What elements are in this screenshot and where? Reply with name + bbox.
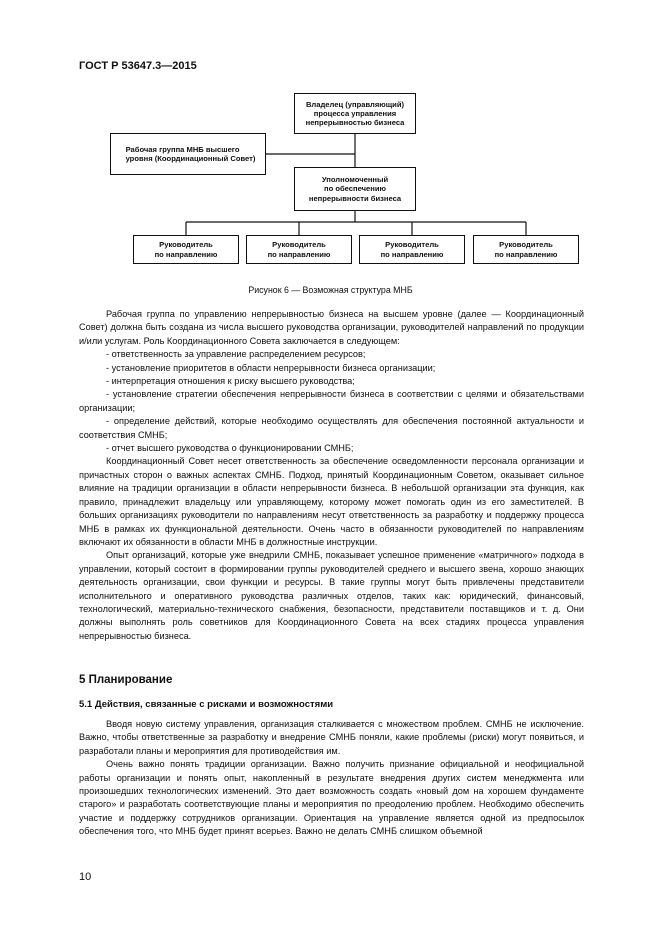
list-item-resources: - ответственность за управление распределением ресурсов; bbox=[106, 349, 366, 360]
document-header: ГОСТ Р 53647.3—2015 bbox=[79, 60, 197, 72]
figure-caption: Рисунок 6 — Возможная структура МНБ bbox=[248, 285, 413, 295]
list-item-report: - отчет высшего руководства о функционировании СМНБ; bbox=[106, 443, 354, 454]
list-item-actions: - определение действий, которые необходимо осуществлять для обеспечения постоянной актуальности и соответствия СМНБ; bbox=[79, 416, 584, 440]
list-item-priorities: - установление приоритетов в области непрерывности бизнеса организации; bbox=[106, 362, 436, 373]
authorized-box-line1: Уполномоченный bbox=[321, 175, 389, 185]
list-item-risk-attitude: - интерпретация отношения к риску высшего руководства; bbox=[106, 376, 355, 387]
paragraph-new-system: Вводя новую систему управления, организация сталкивается с множеством проблем. СМНБ не исключение. Важно, чтобы ответственные за разработку и внедрение СМНБ поняли, какие проблемы (риски) могут появиться, и разработали планы и мероприятия для противодействия им. bbox=[79, 719, 584, 756]
council-box-line1: Рабочая группа МНБ высшего bbox=[125, 144, 240, 154]
owner-box-line2: процесса управления bbox=[313, 108, 397, 118]
authorized-box-line2: по обеспечению bbox=[323, 184, 386, 194]
paragraph-matrix-approach: Опыт организаций, которые уже внедрили СМНБ, показывает успешное применение «матричного» подхода в управлении, который состоит в формировании группы руководителей среднего и высшего звена, хорошо знающих деятельность организации, свои функции и ресурсы. В такие группы могут быть привлечены представители исполнительного и оперативного руководства различных отделов, таких как: юридический, финансовый, технологический, материально-технического снабжения, безопасности, представители поставщиков и т. д. Они должны выполнять роль советников для Координационного Совета на всех стадиях процесса управления непрерывностью бизнеса. bbox=[79, 550, 584, 641]
direction-head-box-2 bbox=[246, 235, 352, 264]
owner-box bbox=[294, 93, 416, 134]
direction-head-1-line2: по направлению bbox=[154, 249, 218, 259]
direction-head-3-line1: Руководитель bbox=[385, 240, 439, 250]
authorized-box-line3: непрерывности бизнеса bbox=[308, 193, 402, 203]
list-item-strategy: - установление стратегии обеспечения непрерывности бизнеса в соответствии с целями и обязательствами организации; bbox=[79, 389, 584, 413]
owner-box-line3: непрерывностью бизнеса bbox=[305, 118, 405, 128]
direction-head-box-1 bbox=[133, 235, 239, 264]
direction-head-4-line1: Руководитель bbox=[499, 240, 553, 250]
body-text-block-1 bbox=[79, 308, 584, 643]
direction-head-2-line1: Руководитель bbox=[272, 240, 326, 250]
paragraph-council-intro: Рабочая группа по управлению непрерывностью бизнеса на высшем уровне (далее — Координационный Совет) должна быть создана из числа высшего руководства организации, руководителей направлений по продукции и/или услугам. Роль Координационного Совета заключается в следующем: bbox=[79, 309, 584, 346]
coordination-council-box bbox=[110, 133, 266, 175]
paragraph-traditions: Очень важно понять традиции организации. Важно получить признание официальной и неофициальной работы организации и понять опыт, накопленный в результате внедрения других систем менеджмента или произошедших технологических изменений. Это дает возможность создать «новый дом на хорошем фундаменте старого» и разработать соответствующие планы и мероприятия по преодолению проблем. Необходимо обеспечить участие и поддержку сотрудников организации. Ориентация на управление является одной из предпосылок обеспечения того, что МНБ будет принят всерьез. Важно не делать СМНБ слишком объемной bbox=[79, 759, 584, 837]
council-box-line2: уровня (Координационный Совет) bbox=[125, 154, 256, 163]
direction-head-2-line2: по направлению bbox=[267, 249, 331, 259]
direction-head-4-line2: по направлению bbox=[494, 249, 558, 259]
body-text-block-2 bbox=[79, 718, 584, 839]
page-number: 10 bbox=[79, 871, 92, 883]
paragraph-council-responsibility: Координационный Совет несет ответственность за обеспечение осведомленности персонала организации и причастных сторон о важных аспектах СМНБ. Подход, принятый Координационным Советом, оказывает сильное влияние на традиции организации в области непрерывности бизнеса. В небольшой организации эта функция, как правило, принадлежит владельцу или управляющему, которому может помогать один из его заместителей. В больших организациях руководители по направлениям несут ответственность за разработку и поддержку процесса МНБ в рамках их функциональной деятельности. Очень часто в обязанности руководителей по направлениям включают их обязанности в области МНБ в должностные инструкции. bbox=[79, 456, 584, 547]
direction-head-3-line2: по направлению bbox=[380, 249, 444, 259]
direction-head-1-line1: Руководитель bbox=[159, 240, 213, 250]
section-5-title: 5 Планирование bbox=[79, 674, 173, 686]
section-5-1-title: 5.1 Действия, связанные с рисками и возможностями bbox=[79, 699, 334, 710]
direction-head-box-4 bbox=[473, 235, 579, 264]
direction-head-box-3 bbox=[359, 235, 465, 264]
authorized-person-box bbox=[294, 167, 416, 211]
owner-box-line1: Владелец (управляющий) bbox=[305, 99, 405, 109]
mnb-structure-diagram bbox=[0, 0, 661, 300]
